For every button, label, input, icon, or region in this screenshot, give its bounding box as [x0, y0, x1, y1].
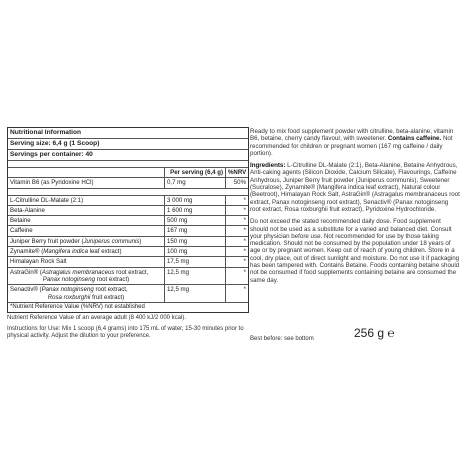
- table-row: Zynamite® (Mangifera indica leaf extract) 100 mg *: [8, 247, 248, 257]
- right-column: [250, 128, 460, 289]
- table-row: Vitamin B6 (as Pyridoxine HCl) 0,7 mg 50%: [8, 178, 248, 188]
- nutrition-table: [7, 127, 249, 313]
- table-row: Senactiv® (Panax notoginseng root extract, Rosa roxburghii fruit extract) 12,5 mg *: [8, 285, 248, 303]
- estimated-sign-icon: ℮: [387, 326, 395, 340]
- best-before: Best before: see bottom: [250, 336, 314, 342]
- table-row: Betaine 500 mg *: [8, 216, 248, 226]
- table-row: Juniper Berry fruit powder (Juniperus communis) 150 mg *: [8, 237, 248, 247]
- nrv-note: Nutrient Reference Value of an average adult (8 400 kJ/2 000 kcal).: [7, 315, 186, 321]
- table-row: L-Citrulline DL-Malate (2:1) 3 000 mg *: [8, 196, 248, 206]
- col-per-serving: Per serving (6,4 g): [165, 168, 226, 177]
- ingredients: Ingredients: L-Citrulline DL-Malate (2:1), Beta-Alanine, Betaine Anhydrous, Anti-caking agents (Silicon Dioxide, Calcium Silicate), Flavourings, Caffeine Anhydrous, Juniper Berry fruit powder (Juniperus communis), Sweetener (Sucralose), Zynamite® (Mangifera indica leaf extract), Natural colour (Beetroot), Himalayan Rock Salt, AstraGin® (Astragalus membranaceus root extract, Panax notoginseng root extract), Senactiv® (Panax notoginseng root extract, Rosa roxburghii fruit extract), Pyridoxine Hydrochloride.: [250, 162, 460, 213]
- footnote: *Nutrient Reference Value (%NRV) not established: [10, 303, 145, 310]
- table-row: Himalayan Rock Salt 17,5 mg *: [8, 257, 248, 267]
- description: Ready to mix food supplement powder with citrulline, beta-alanine, vitamin B6, betaine, cherry candy flavour, with sweetener. Contains caffeine. Not recommended for children or pregnant women (167 mg caffeine / daily portion).: [250, 128, 454, 157]
- divider: [8, 161, 248, 168]
- net-weight: 256 g ℮: [354, 326, 395, 340]
- warnings: Do not exceed the stated recommended daily dose. Food supplement should not be used as a substitute for a varied and balanced diet. Consult your physician before use. Not recommended for use by those taking medication. Should not be consumed by the population under 18 years of age or by pregnant women. Keep out of reach of young children. Store in a cool, dry place, out of direct sunlight and moisture. Do not use it if packaging has been tampered with. Contains Betaine. Foods containing betaine should not be consumed if food supplements containing betaine are consumed the same day.: [250, 218, 460, 284]
- table-row: Beta-Alanine 1 600 mg *: [8, 206, 248, 216]
- col-nrv: %NRV: [228, 169, 247, 176]
- divider: [8, 189, 248, 196]
- serving-size: Serving size: 6,4 g (1 Scoop): [8, 139, 248, 150]
- table-footnote-row: [8, 303, 248, 312]
- table-row: Caffeine 167 mg *: [8, 226, 248, 236]
- nutrition-title: Nutritional Information: [8, 128, 248, 139]
- table-row: AstraGin® (Astragalus membranaceus root extract, Panax notoginseng root extract) 12,5 mg *: [8, 268, 248, 286]
- table-header-row: [8, 168, 248, 178]
- instructions: Instructions for Use: Mix 1 scoop (6,4 grams) into 175 mL of water, 15-30 minutes prior to physical activity. Adjust the dilution to your preference.: [7, 326, 244, 340]
- servings-per-container: Servings per container: 40: [8, 150, 248, 161]
